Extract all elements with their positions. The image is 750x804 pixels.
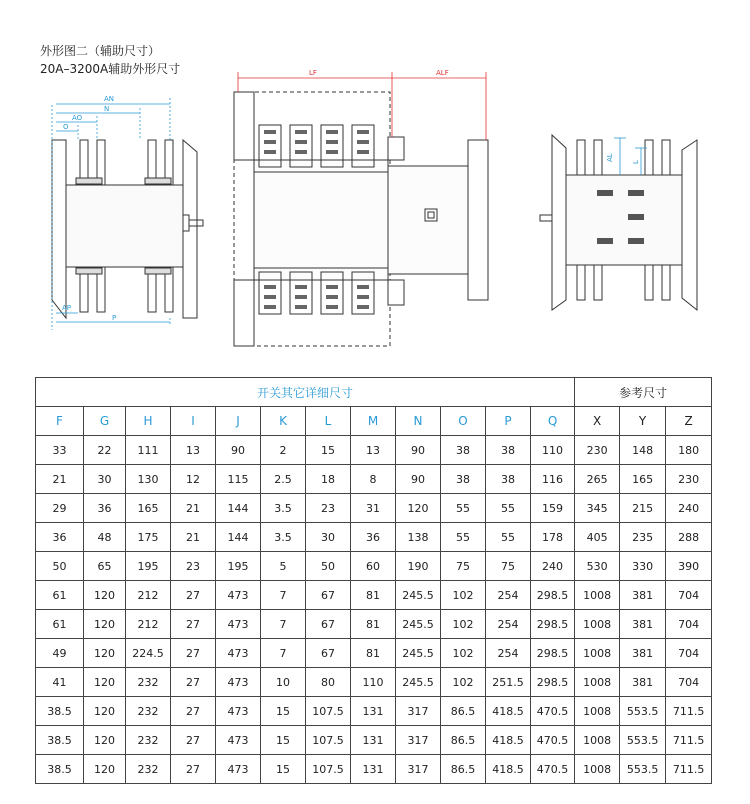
- table-cell: 212: [126, 610, 171, 639]
- table-cell: 107.5: [306, 697, 351, 726]
- dim-l: L: [632, 160, 640, 164]
- table-cell: 15: [261, 755, 306, 784]
- table-cell: 86.5: [441, 697, 486, 726]
- dim-ap: AP: [62, 304, 72, 312]
- table-cell: 131: [351, 755, 396, 784]
- table-cell: 21: [171, 494, 216, 523]
- table-cell: 553.5: [620, 697, 666, 726]
- table-cell: 232: [126, 697, 171, 726]
- table-cell: 470.5: [531, 755, 575, 784]
- front-dimension-lines: [238, 72, 486, 140]
- table-cell: 165: [620, 465, 666, 494]
- table-cell: 1008: [575, 726, 620, 755]
- table-row: [36, 755, 712, 784]
- table-row: [36, 581, 712, 610]
- table-cell: 38: [486, 465, 531, 494]
- left-side-view: [52, 140, 203, 318]
- table-cell: 7: [261, 639, 306, 668]
- table-cell: 418.5: [486, 726, 531, 755]
- table-cell: 102: [441, 639, 486, 668]
- table-cell: 61: [36, 581, 84, 610]
- table-cell: 131: [351, 697, 396, 726]
- table-cell: 245.5: [396, 610, 441, 639]
- table-cell: 38.5: [36, 697, 84, 726]
- table-cell: 390: [666, 552, 712, 581]
- table-cell: 195: [126, 552, 171, 581]
- table-cell: 115: [216, 465, 261, 494]
- table-cell: 473: [216, 726, 261, 755]
- table-cell: 10: [261, 668, 306, 697]
- table-cell: 473: [216, 668, 261, 697]
- table-cell: 3.5: [261, 494, 306, 523]
- dim-lf: LF: [309, 69, 317, 77]
- column-header-j: J: [216, 407, 261, 436]
- table-cell: 120: [84, 610, 126, 639]
- table-cell: 27: [171, 639, 216, 668]
- table-cell: 110: [351, 668, 396, 697]
- table-cell: 120: [84, 726, 126, 755]
- table-cell: 240: [666, 494, 712, 523]
- table-cell: 1008: [575, 610, 620, 639]
- table-cell: 473: [216, 610, 261, 639]
- table-cell: 381: [620, 668, 666, 697]
- column-header-i: I: [171, 407, 216, 436]
- table-cell: 75: [486, 552, 531, 581]
- table-cell: 65: [84, 552, 126, 581]
- table-cell: 55: [486, 523, 531, 552]
- table-cell: 90: [216, 436, 261, 465]
- table-row: [36, 726, 712, 755]
- table-cell: 36: [84, 494, 126, 523]
- table-cell: 111: [126, 436, 171, 465]
- table-cell: 36: [36, 523, 84, 552]
- table-cell: 298.5: [531, 610, 575, 639]
- dimension-drawings: [0, 0, 750, 370]
- table-cell: 254: [486, 639, 531, 668]
- table-cell: 120: [84, 639, 126, 668]
- table-cell: 18: [306, 465, 351, 494]
- table-cell: 15: [261, 697, 306, 726]
- table-cell: 288: [666, 523, 712, 552]
- table-cell: 12: [171, 465, 216, 494]
- table-cell: 418.5: [486, 755, 531, 784]
- table-cell: 21: [36, 465, 84, 494]
- dim-an: AN: [104, 95, 115, 103]
- table-cell: 317: [396, 755, 441, 784]
- table-cell: 711.5: [666, 726, 712, 755]
- group-header-details: 开关其它详细尺寸: [36, 378, 575, 407]
- table-cell: 36: [351, 523, 396, 552]
- dim-al: AL: [606, 153, 614, 162]
- table-cell: 470.5: [531, 726, 575, 755]
- table-cell: 144: [216, 523, 261, 552]
- table-cell: 144: [216, 494, 261, 523]
- table-cell: 38.5: [36, 755, 84, 784]
- dim-alf: ALF: [436, 69, 449, 77]
- table-cell: 102: [441, 668, 486, 697]
- table-cell: 138: [396, 523, 441, 552]
- table-cell: 116: [531, 465, 575, 494]
- table-cell: 1008: [575, 697, 620, 726]
- column-header-l: L: [306, 407, 351, 436]
- table-cell: 317: [396, 697, 441, 726]
- table-row: [36, 639, 712, 668]
- table-cell: 473: [216, 581, 261, 610]
- table-cell: 67: [306, 581, 351, 610]
- column-header-z: Z: [666, 407, 712, 436]
- table-cell: 55: [486, 494, 531, 523]
- table-cell: 31: [351, 494, 396, 523]
- table-cell: 704: [666, 581, 712, 610]
- table-cell: 8: [351, 465, 396, 494]
- table-cell: 120: [84, 581, 126, 610]
- table-cell: 61: [36, 610, 84, 639]
- table-cell: 107.5: [306, 726, 351, 755]
- table-cell: 254: [486, 610, 531, 639]
- table-cell: 22: [84, 436, 126, 465]
- table-cell: 330: [620, 552, 666, 581]
- table-row: [36, 494, 712, 523]
- dimension-table: [35, 377, 712, 784]
- front-dimension-text: [309, 69, 449, 77]
- column-header-o: O: [441, 407, 486, 436]
- table-cell: 38: [486, 436, 531, 465]
- table-cell: 230: [575, 436, 620, 465]
- table-cell: 159: [531, 494, 575, 523]
- table-cell: 55: [441, 523, 486, 552]
- table-cell: 75: [441, 552, 486, 581]
- table-cell: 120: [84, 668, 126, 697]
- table-cell: 27: [171, 581, 216, 610]
- table-cell: 29: [36, 494, 84, 523]
- table-cell: 405: [575, 523, 620, 552]
- table-cell: 38: [441, 465, 486, 494]
- table-cell: 48: [84, 523, 126, 552]
- table-cell: 33: [36, 436, 84, 465]
- right-dimension-lines: [614, 138, 647, 175]
- table-cell: 27: [171, 697, 216, 726]
- table-cell: 21: [171, 523, 216, 552]
- column-header-p: P: [486, 407, 531, 436]
- table-cell: 178: [531, 523, 575, 552]
- table-cell: 232: [126, 668, 171, 697]
- table-cell: 81: [351, 639, 396, 668]
- table-cell: 27: [171, 610, 216, 639]
- table-cell: 2.5: [261, 465, 306, 494]
- table-cell: 148: [620, 436, 666, 465]
- table-cell: 175: [126, 523, 171, 552]
- table-cell: 232: [126, 755, 171, 784]
- table-cell: 13: [351, 436, 396, 465]
- table-cell: 1008: [575, 668, 620, 697]
- table-cell: 15: [261, 726, 306, 755]
- table-cell: 1008: [575, 581, 620, 610]
- table-cell: 230: [666, 465, 712, 494]
- table-cell: 298.5: [531, 668, 575, 697]
- table-cell: 265: [575, 465, 620, 494]
- table-cell: 67: [306, 610, 351, 639]
- table-cell: 120: [396, 494, 441, 523]
- table-cell: 711.5: [666, 697, 712, 726]
- table-cell: 215: [620, 494, 666, 523]
- table-row: [36, 436, 712, 465]
- table-group-header-row: [36, 378, 712, 407]
- table-cell: 553.5: [620, 726, 666, 755]
- column-header-k: K: [261, 407, 306, 436]
- table-cell: 251.5: [486, 668, 531, 697]
- table-cell: 298.5: [531, 639, 575, 668]
- table-cell: 298.5: [531, 581, 575, 610]
- table-cell: 49: [36, 639, 84, 668]
- dim-o: O: [63, 123, 69, 131]
- table-cell: 711.5: [666, 755, 712, 784]
- column-header-n: N: [396, 407, 441, 436]
- dim-p: P: [112, 314, 117, 322]
- table-cell: 110: [531, 436, 575, 465]
- table-cell: 704: [666, 639, 712, 668]
- table-cell: 245.5: [396, 668, 441, 697]
- table-cell: 470.5: [531, 697, 575, 726]
- column-header-m: M: [351, 407, 396, 436]
- table-cell: 254: [486, 581, 531, 610]
- group-header-reference: 参考尺寸: [575, 378, 712, 407]
- table-cell: 81: [351, 581, 396, 610]
- table-cell: 38.5: [36, 726, 84, 755]
- table-row: [36, 465, 712, 494]
- table-cell: 81: [351, 610, 396, 639]
- table-row: [36, 610, 712, 639]
- table-cell: 50: [36, 552, 84, 581]
- table-cell: 553.5: [620, 755, 666, 784]
- table-body: [36, 436, 712, 784]
- column-header-h: H: [126, 407, 171, 436]
- table-cell: 530: [575, 552, 620, 581]
- table-cell: 7: [261, 581, 306, 610]
- table-cell: 13: [171, 436, 216, 465]
- table-cell: 165: [126, 494, 171, 523]
- table-cell: 120: [84, 755, 126, 784]
- table-cell: 107.5: [306, 755, 351, 784]
- table-cell: 41: [36, 668, 84, 697]
- table-cell: 2: [261, 436, 306, 465]
- table-cell: 102: [441, 581, 486, 610]
- table-cell: 102: [441, 610, 486, 639]
- table-cell: 38: [441, 436, 486, 465]
- column-header-y: Y: [620, 407, 666, 436]
- table-cell: 27: [171, 755, 216, 784]
- table-cell: 27: [171, 668, 216, 697]
- table-cell: 473: [216, 639, 261, 668]
- table-row: [36, 523, 712, 552]
- table-cell: 704: [666, 610, 712, 639]
- table-cell: 212: [126, 581, 171, 610]
- table-cell: 473: [216, 755, 261, 784]
- table-cell: 345: [575, 494, 620, 523]
- table-cell: 190: [396, 552, 441, 581]
- table-cell: 235: [620, 523, 666, 552]
- table-cell: 245.5: [396, 581, 441, 610]
- column-header-g: G: [84, 407, 126, 436]
- column-header-x: X: [575, 407, 620, 436]
- table-cell: 3.5: [261, 523, 306, 552]
- table-cell: 418.5: [486, 697, 531, 726]
- table-cell: 90: [396, 436, 441, 465]
- table-cell: 23: [171, 552, 216, 581]
- right-side-view: [540, 135, 697, 310]
- table-cell: 80: [306, 668, 351, 697]
- table-cell: 381: [620, 581, 666, 610]
- table-cell: 60: [351, 552, 396, 581]
- table-cell: 1008: [575, 639, 620, 668]
- table-row: [36, 668, 712, 697]
- table-cell: 86.5: [441, 755, 486, 784]
- table-cell: 381: [620, 639, 666, 668]
- table-cell: 30: [306, 523, 351, 552]
- right-dimension-text: [606, 153, 640, 164]
- table-cell: 5: [261, 552, 306, 581]
- table-cell: 240: [531, 552, 575, 581]
- table-cell: 245.5: [396, 639, 441, 668]
- table-cell: 224.5: [126, 639, 171, 668]
- table-cell: 86.5: [441, 726, 486, 755]
- column-header-q: Q: [531, 407, 575, 436]
- table-cell: 195: [216, 552, 261, 581]
- table-cell: 15: [306, 436, 351, 465]
- drawing-title: 外形图二（辅助尺寸）: [40, 44, 161, 58]
- table-cell: 317: [396, 726, 441, 755]
- table-cell: 67: [306, 639, 351, 668]
- drawing-subtitle: 20A–3200A辅助外形尺寸: [40, 62, 181, 76]
- table-cell: 473: [216, 697, 261, 726]
- table-cell: 50: [306, 552, 351, 581]
- table-cell: 130: [126, 465, 171, 494]
- table-cell: 7: [261, 610, 306, 639]
- table-column-header-row: [36, 407, 712, 436]
- table-cell: 55: [441, 494, 486, 523]
- table-cell: 381: [620, 610, 666, 639]
- table-cell: 704: [666, 668, 712, 697]
- table-cell: 30: [84, 465, 126, 494]
- dim-n: N: [104, 105, 110, 113]
- table-cell: 27: [171, 726, 216, 755]
- table-cell: 180: [666, 436, 712, 465]
- table-cell: 120: [84, 697, 126, 726]
- table-cell: 232: [126, 726, 171, 755]
- table-row: [36, 552, 712, 581]
- table-cell: 1008: [575, 755, 620, 784]
- table-row: [36, 697, 712, 726]
- table-cell: 90: [396, 465, 441, 494]
- table-cell: 23: [306, 494, 351, 523]
- dim-ao: AO: [72, 114, 83, 122]
- table-cell: 131: [351, 726, 396, 755]
- column-header-f: F: [36, 407, 84, 436]
